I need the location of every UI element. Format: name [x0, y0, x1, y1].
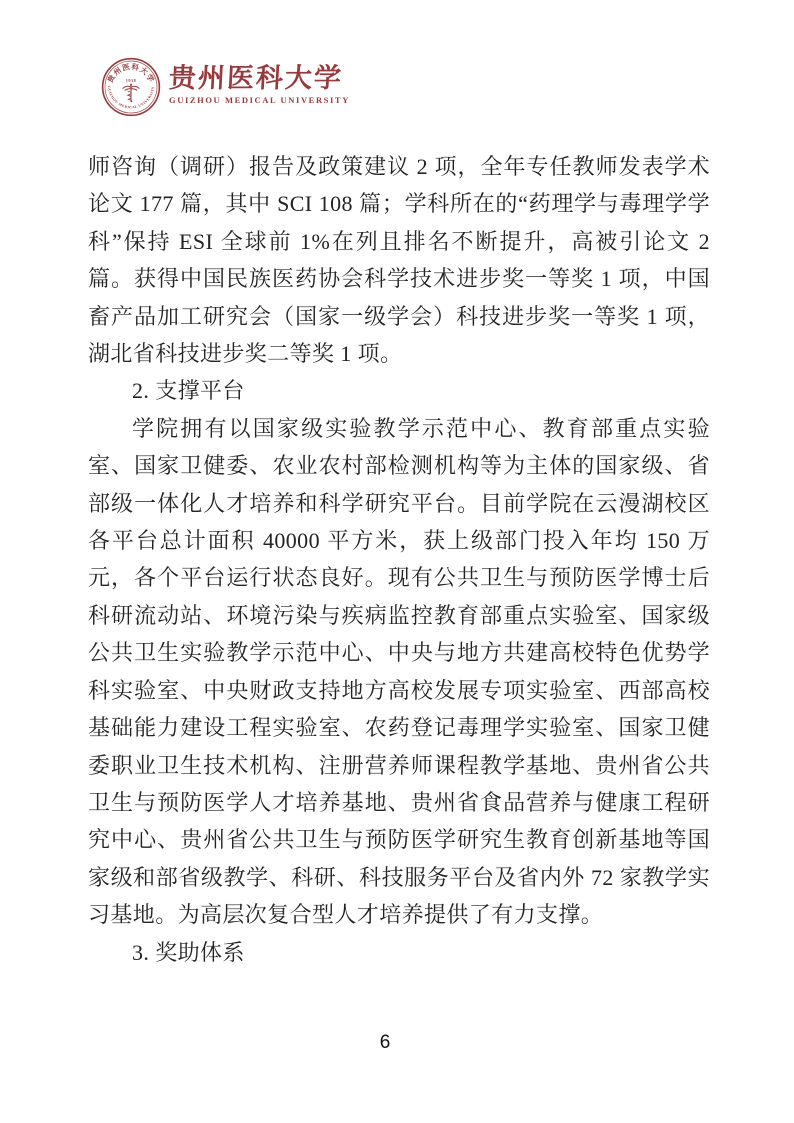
- university-name-en: GUIZHOU MEDICAL UNIVERSITY: [169, 95, 350, 105]
- svg-text:GUIZHOU MEDICAL UNIVERSITY: GUIZHOU MEDICAL UNIVERSITY: [106, 85, 156, 110]
- document-body: [88, 148, 710, 971]
- university-name-zh: 贵州医科大学: [168, 63, 344, 93]
- seal-year: 1938: [125, 78, 137, 83]
- section-heading: 2. 支撑平台: [132, 378, 245, 404]
- page-number: 6: [379, 1032, 391, 1053]
- university-logo: [101, 57, 350, 117]
- body-paragraph: 师咨询（调研）报告及政策建议 2 项，全年专任教师发表学术论文 177 篇，其中 SCI 108 篇；学科所在的“药理学与毒理学学科”保持 ESI 全球前 1%在列且排名不断提升，高被引论文 2 篇。获得中国民族医药协会科学技术进步奖一等奖 1 项，中国畜产品加工研究会（国家一级学会）科技进步奖一等奖 1 项，湖北省科技进步奖二等奖 1 项。: [88, 154, 710, 367]
- university-wordmark: [169, 57, 350, 105]
- caduceus-icon: [123, 84, 139, 102]
- body-paragraph: 学院拥有以国家级实验教学示范中心、教育部重点实验室、国家卫健委、农业农村部检测机构等为主体的国家级、省部级一体化人才培养和科学研究平台。目前学院在云漫湖校区各平台总计面积 40000 平方米，获上级部门投入年均 150 万元，各个平台运行状态良好。现有公共卫生与预防医学博士后科研流动站、环境污染与疾病监控教育部重点实验室、国家级公共卫生实验教学示范中心、中央与地方共建高校特色优势学科实验室、中央财政支持地方高校发展专项实验室、西部高校基础能力建设工程实验室、农药登记毒理学实验室、国家卫健委职业卫生技术机构、注册营养师课程教学基地、贵州省公共卫生与预防医学人才培养基地、贵州省食品营养与健康工程研究中心、贵州省公共卫生与预防医学研究生教育创新基地等国家级和部省级教学、科研、科技服务平台及省内外 72 家教学实习基地。为高层次复合型人才培养提供了有力支撑。: [88, 415, 710, 928]
- section-heading: 3. 奖助体系: [132, 939, 245, 965]
- svg-text:贵州医科大学: 贵州医科大学: [105, 61, 157, 85]
- university-seal-icon: [101, 57, 161, 117]
